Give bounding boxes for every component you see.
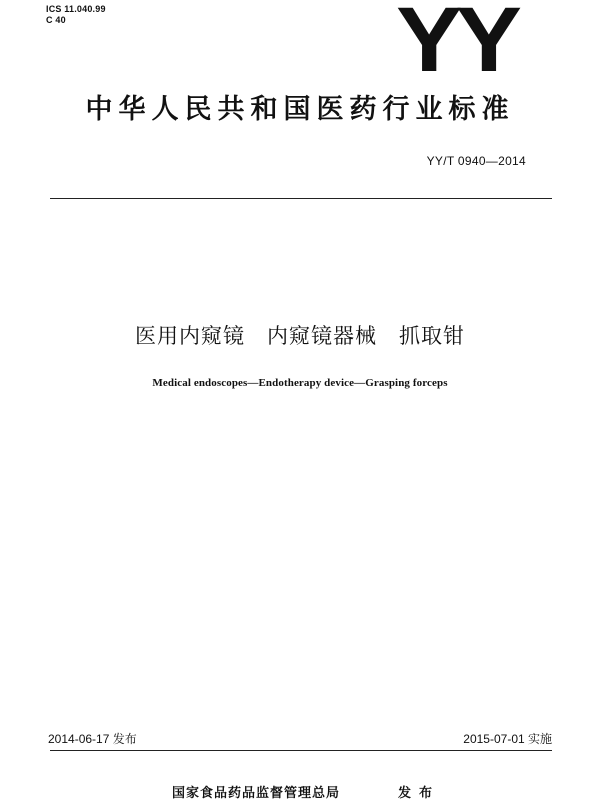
standard-number: YY/T 0940—2014 (426, 154, 526, 168)
publish-label: 发布 (398, 786, 441, 801)
title-part-2: 内窥镜器械 (267, 324, 377, 348)
standard-title-cn (0, 321, 600, 351)
header-divider (50, 198, 552, 199)
title-part-1: 医用内窥镜 (135, 324, 245, 348)
page-title: 中华人民共和国医药行业标准 (85, 94, 515, 125)
yy-logo: YY (396, 0, 516, 91)
publisher: 国家食品药品监督管理总局 (172, 786, 341, 801)
classification-codes (46, 4, 106, 26)
standard-title-en: Medical endoscopes—Endotherapy device—Grasping forceps (152, 377, 448, 389)
footer-divider (50, 750, 552, 751)
issue-date: 2014-06-17 发布 (48, 732, 137, 746)
ccs-code: C 40 (46, 15, 66, 25)
implement-date: 2015-07-01 实施 (463, 732, 552, 746)
title-part-3: 抓取钳 (399, 324, 465, 348)
ics-code: ICS 11.040.99 (46, 4, 106, 14)
